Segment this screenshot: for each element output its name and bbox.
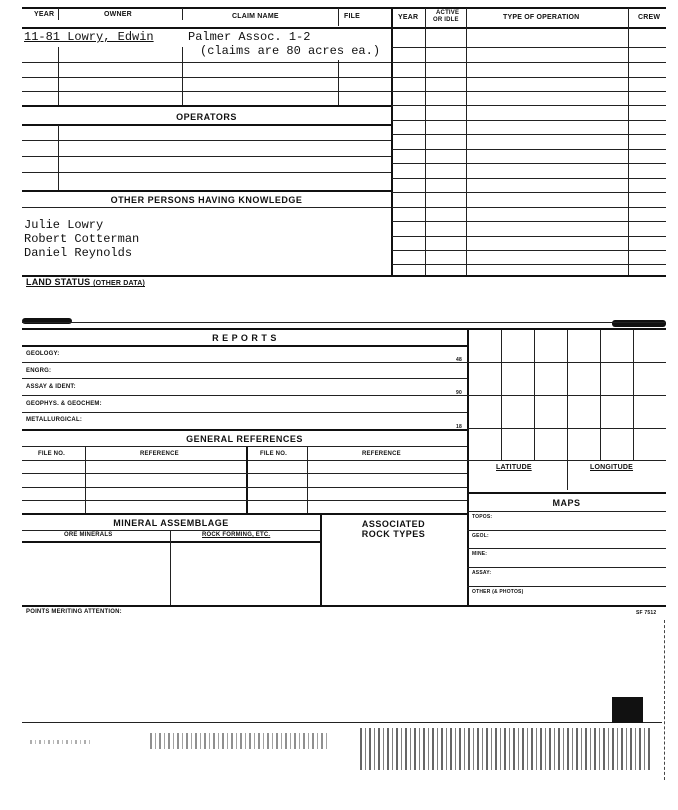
row-line	[22, 530, 320, 531]
header-bottom-rule	[22, 27, 666, 29]
map-grid-line	[467, 460, 666, 461]
form-number: SF 7512	[636, 610, 657, 616]
maps-top-rule	[467, 492, 666, 494]
row-line	[22, 513, 467, 515]
report-assay-num: 90	[456, 390, 462, 396]
header-file: FILE	[344, 13, 360, 20]
rock-forming-heading: ROCK FORMING, ETC.	[202, 532, 271, 538]
header-active-1: ACTIVE	[436, 10, 460, 16]
longitude-label: LONGITUDE	[590, 464, 634, 471]
maps-geol: GEOL:	[472, 533, 489, 539]
refs-file-no-1: FILE NO.	[38, 451, 65, 457]
header-type-of-operation: TYPE OF OPERATION	[503, 14, 580, 21]
ops-row-line	[392, 91, 666, 92]
row-line	[22, 105, 391, 107]
ops-row-line	[392, 149, 666, 150]
row-line	[467, 548, 666, 549]
land-status-heading	[26, 277, 145, 287]
divider	[338, 8, 339, 26]
other-persons-heading: OTHER PERSONS HAVING KNOWLEDGE	[110, 195, 303, 205]
ops-row-line	[392, 264, 666, 265]
ops-row-line	[392, 47, 666, 48]
ink-blot-left	[22, 318, 72, 324]
row-line	[22, 429, 467, 431]
scan-noise	[150, 733, 330, 749]
refs-file-no-2: FILE NO.	[260, 451, 287, 457]
row-line	[467, 586, 666, 587]
col-divider	[85, 447, 86, 513]
row-line	[22, 541, 320, 543]
divider	[182, 8, 183, 20]
report-engrg: ENGRG:	[26, 368, 52, 374]
row-line	[22, 722, 662, 723]
row-line	[22, 362, 467, 363]
row-line	[22, 124, 391, 126]
col-divider	[182, 47, 183, 105]
ops-row-line	[392, 77, 666, 78]
scan-noise	[360, 728, 650, 770]
ops-row-line	[392, 250, 666, 251]
col-divider	[246, 447, 248, 513]
ink-blot-square	[612, 697, 643, 723]
header-claim-name: CLAIM NAME	[232, 13, 279, 20]
row-line	[22, 460, 467, 461]
report-metallurgical: METALLURGICAL:	[26, 417, 83, 423]
header-active-2: OR IDLE	[433, 17, 459, 23]
entry-date-owner: 11-81 Lowry, Edwin	[24, 30, 154, 44]
points-meriting-heading: POINTS MERITING ATTENTION:	[26, 609, 122, 615]
ops-row-line	[392, 178, 666, 179]
map-grid-line	[567, 330, 568, 490]
reports-top-rule	[22, 328, 666, 330]
land-status-label: LAND STATUS	[26, 277, 91, 287]
entry-claim: Palmer Assoc. 1-2	[188, 30, 311, 44]
latitude-label: LATITUDE	[496, 464, 532, 471]
associated-heading-2: ROCK TYPES	[361, 529, 426, 539]
header-year: YEAR	[34, 11, 55, 18]
col-divider	[58, 125, 59, 191]
maps-topos: TOPOS:	[472, 514, 493, 520]
entry-claim-note: (claims are 80 acres ea.)	[200, 44, 381, 58]
map-grid-line	[467, 428, 666, 429]
row-line	[22, 345, 467, 347]
col-divider	[338, 60, 339, 105]
maps-grid-divider	[467, 330, 469, 606]
map-grid-line	[467, 395, 666, 396]
divider	[58, 8, 59, 20]
associated-heading-1: ASSOCIATED	[361, 519, 426, 529]
mineral-assemblage-heading: MINERAL ASSEMBLAGE	[113, 518, 229, 528]
person-1: Julie Lowry	[24, 218, 104, 232]
row-line	[22, 77, 391, 78]
scan-edge	[664, 620, 665, 780]
report-assay: ASSAY & IDENT:	[26, 384, 76, 390]
person-3: Daniel Reynolds	[24, 246, 133, 260]
map-grid-line	[467, 362, 666, 363]
row-line	[22, 207, 391, 208]
row-line	[467, 567, 666, 568]
row-line	[22, 378, 467, 379]
row-line	[22, 322, 666, 323]
top-rule	[22, 7, 666, 9]
refs-reference-2: REFERENCE	[362, 451, 401, 457]
col-divider	[307, 447, 308, 513]
row-line	[22, 62, 391, 63]
col-divider	[170, 531, 171, 606]
land-status-sub: (OTHER DATA)	[93, 280, 145, 287]
ops-row-line	[392, 207, 666, 208]
refs-reference-1: REFERENCE	[140, 451, 179, 457]
report-geology-num: 48	[456, 357, 462, 363]
maps-other: OTHER (& PHOTOS)	[472, 589, 524, 595]
ops-row-line	[392, 134, 666, 135]
row-line	[22, 172, 391, 173]
header-year-2: YEAR	[398, 14, 419, 21]
row-line	[22, 412, 467, 413]
reports-heading: R E P O R T S	[212, 333, 277, 343]
ops-row-line	[392, 120, 666, 121]
row-line	[467, 530, 666, 531]
row-line	[22, 156, 391, 157]
maps-mine: MINE:	[472, 551, 488, 557]
col-divider	[58, 47, 59, 105]
row-line	[22, 395, 467, 396]
ops-row-line	[392, 221, 666, 222]
ore-minerals-heading: ORE MINERALS	[64, 532, 113, 538]
scan-noise	[30, 740, 90, 744]
ops-row-line	[392, 163, 666, 164]
report-metallurgical-num: 18	[456, 424, 462, 430]
header-crew: CREW	[638, 14, 661, 21]
maps-assay: ASSAY:	[472, 570, 492, 576]
person-2: Robert Cotterman	[24, 232, 140, 246]
ops-row-line	[392, 62, 666, 63]
row-line	[22, 500, 467, 501]
ops-row-line	[392, 192, 666, 193]
row-line	[22, 190, 391, 192]
mineral-bottom-rule	[22, 605, 666, 607]
row-line	[22, 473, 467, 474]
report-geophys: GEOPHYS. & GEOCHEM:	[26, 401, 102, 407]
general-references-heading: GENERAL REFERENCES	[186, 434, 303, 444]
row-line	[22, 140, 391, 141]
operators-heading: OPERATORS	[176, 112, 237, 122]
header-owner: OWNER	[104, 11, 132, 18]
ops-row-line	[392, 105, 666, 106]
row-line	[467, 511, 666, 512]
row-line	[22, 91, 391, 92]
row-line	[22, 446, 467, 447]
ops-row-line	[392, 236, 666, 237]
report-geology: GEOLOGY:	[26, 351, 60, 357]
row-line	[22, 487, 467, 488]
maps-heading: MAPS	[552, 498, 581, 508]
